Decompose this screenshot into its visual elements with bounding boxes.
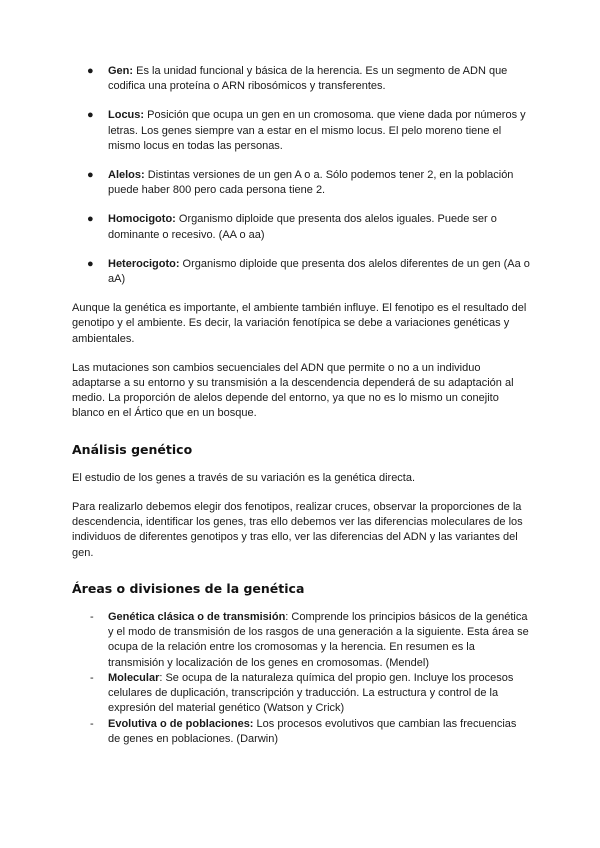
paragraph: El estudio de los genes a través de su variación es la genética directa. xyxy=(72,471,416,484)
paragraph: Aunque la genética es importante, el ambiente también influye. El fenotipo es el resultado del genotipo y el ambiente. Es decir, la variación fenotípica se debe a variaciones genéticas y ambientales. xyxy=(72,302,527,345)
dash-icon: - xyxy=(90,717,94,730)
term: Gen: xyxy=(108,65,134,77)
definitions-list xyxy=(72,64,530,287)
term: Alelos: xyxy=(108,169,145,182)
term: Molecular xyxy=(108,671,160,684)
list-item xyxy=(72,64,530,94)
term: Heterocigoto: xyxy=(108,257,180,270)
term: Evolutiva o de poblaciones: xyxy=(108,717,254,730)
paragraph: Las mutaciones son cambios secuenciales del ADN que permite o no a un individuo adaptarse a su entorno y su transmisión a la descendencia dependerá de su adaptación al medio. La proporción de alelos depende del entorno, ya que no es lo mismo un conejito blanco en el Ártico que en un bosque. xyxy=(72,361,514,420)
bullet-icon: ● xyxy=(87,65,94,77)
bullet-icon: ● xyxy=(87,213,94,226)
paragraph: Para realizarlo debemos elegir dos fenotipos, realizar cruces, observar la proporciones de la descendencia, identificar los genes, tras ello debemos ver las diferencias moleculares de los individuos de diferentes genotipos y tras ello, ver las diferencias del ADN y las variantes del gen. xyxy=(72,501,523,559)
list-item xyxy=(72,212,530,242)
definition: Organismo diploide que presenta dos alelos diferentes de un gen (Aa o aA) xyxy=(108,257,530,286)
definition: : Comprende los principios básicos de la genética y el modo de transmisión de los rasgos de una generación a la siguiente. Esta área se ocupa de la relación entre los cromosomas y la herencia. En resumen es la transmisión y localización de los genes en cromosomas. (Mendel) xyxy=(108,611,529,669)
definition: Organismo diploide que presenta dos alelos iguales. Puede ser o dominante o recesivo. (AA o aa) xyxy=(108,213,497,241)
list-item xyxy=(72,168,530,198)
list-item xyxy=(72,108,530,154)
definition: Es la unidad funcional y básica de la herencia. Es un segmento de ADN que codifica una proteína o ARN ribosómicos y transferentes. xyxy=(108,65,508,93)
definition: : Se ocupa de la naturaleza química del propio gen. Incluye los procesos celulares de duplicación, transcripción y traducción. La estructura y control de la expresión del material genético (Watson y Crick) xyxy=(108,671,514,715)
bullet-icon: ● xyxy=(87,109,94,122)
areas-list xyxy=(72,610,530,747)
list-item xyxy=(72,671,530,717)
definition: Los procesos evolutivos que cambian las frecuencias de genes en poblaciones. (Darwin) xyxy=(108,717,517,745)
term: Genética clásica o de transmisión xyxy=(108,611,286,624)
definition: Posición que ocupa un gen en un cromosoma. que viene dada por números y letras. Los genes siempre van a estar en el mismo locus. El pelo moreno tiene el mismo locus en todas las personas. xyxy=(108,109,526,152)
definition: Distintas versiones de un gen A o a. Sólo podemos tener 2, en la población puede haber 800 pero cada persona tiene 2. xyxy=(108,169,514,197)
list-item xyxy=(72,717,530,747)
term: Locus: xyxy=(108,109,145,122)
section-heading: Análisis genético xyxy=(72,441,193,457)
document-page xyxy=(72,64,530,747)
bullet-icon: ● xyxy=(87,169,94,182)
list-item xyxy=(72,610,530,671)
dash-icon: - xyxy=(90,611,94,624)
section-heading: Áreas o divisiones de la genética xyxy=(72,580,305,596)
bullet-icon: ● xyxy=(87,257,94,270)
list-item xyxy=(72,257,530,287)
term: Homocigoto: xyxy=(108,213,176,226)
dash-icon: - xyxy=(90,671,94,684)
